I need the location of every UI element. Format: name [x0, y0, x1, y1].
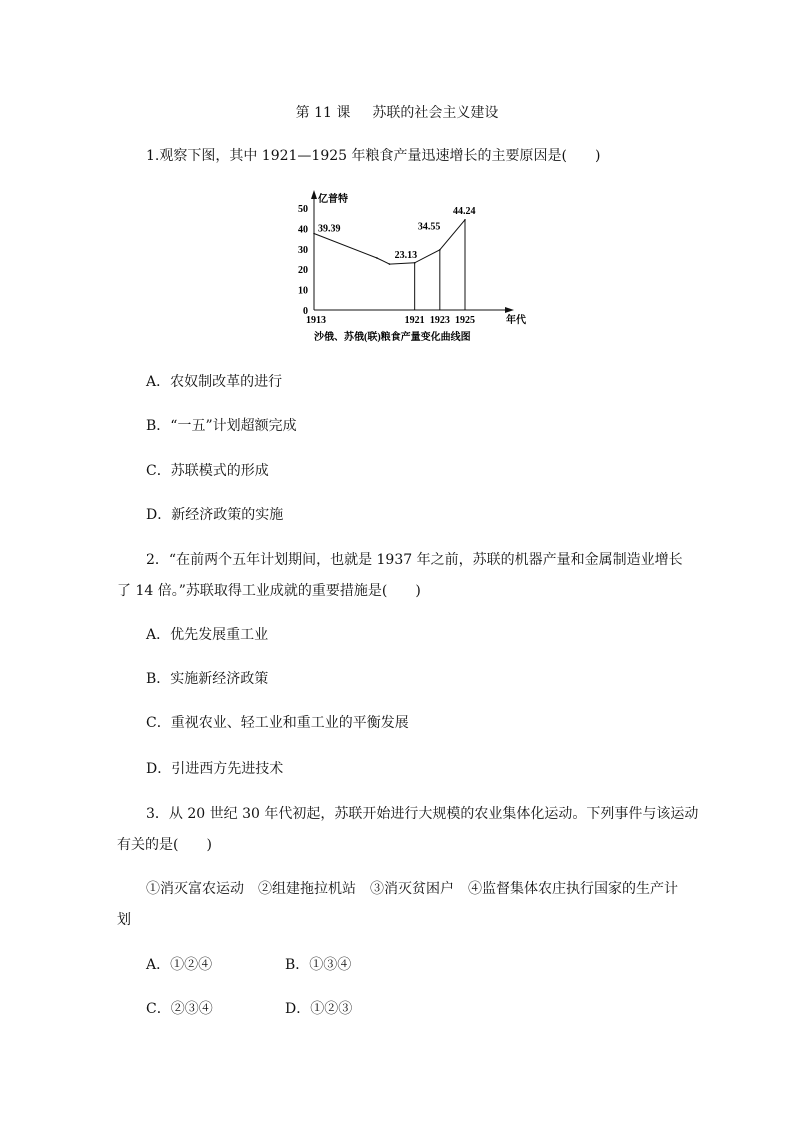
data-point [376, 257, 378, 259]
question-1-stem: 1.观察下图，其中 1921—1925 年粮食产量迅速增长的主要原因是( ) [146, 148, 601, 164]
x-tick-label: 1921 [404, 315, 425, 326]
question-3-stem-line1: 3．从 20 世纪 30 年代初起，苏联开始进行大规模的农业集体化运动。下列事件与该运动 [146, 806, 699, 822]
x-axis-arrow [505, 307, 514, 313]
question-3-option-d[interactable]: D．①②③ [285, 1001, 353, 1017]
question-2-option-c[interactable]: C．重视农业、轻工业和重工业的平衡发展 [146, 715, 409, 731]
question-3-option-b[interactable]: B．①③④ [285, 957, 352, 973]
x-tick-label: 1913 [306, 315, 326, 326]
y-axis-arrow [311, 190, 317, 199]
question-3-items-line2: 划 [117, 912, 131, 928]
data-label: 44.24 [453, 205, 476, 217]
x-tick-label: 1923 [429, 315, 450, 326]
x-tick-label: 1925 [455, 315, 475, 326]
question-1-option-b[interactable]: B．“一五”计划超额完成 [146, 418, 297, 434]
chart-title: 沙俄、苏俄(联)粮食产量变化曲线图 [314, 332, 471, 343]
data-label: 39.39 [318, 223, 341, 235]
y-axis-label: 亿普特 [318, 194, 348, 205]
page-title [0, 102, 794, 122]
y-tick-label: 0 [303, 306, 308, 317]
data-label: 23.13 [394, 249, 418, 261]
y-tick-label: 40 [298, 224, 308, 236]
question-3-option-a[interactable]: A．①②④ [146, 957, 213, 973]
question-2-stem-line1: 2．“在前两个五年计划期间，也就是 1937 年之前，苏联的机器产量和金属制造业增长 [146, 552, 683, 568]
question-2-option-d[interactable]: D．引进西方先进技术 [146, 761, 284, 777]
question-3-option-c[interactable]: C．②③④ [146, 1001, 213, 1017]
question-2-option-a[interactable]: A．优先发展重工业 [146, 627, 269, 643]
data-point [313, 233, 315, 235]
data-label: 34.55 [417, 221, 441, 233]
question-3-items-line1: ①消灭富农运动 ②组建拖拉机站 ③消灭贫困户 ④监督集体农庄执行国家的生产计 [146, 881, 678, 897]
y-tick-label: 20 [298, 265, 308, 277]
lesson-topic: 苏联的社会主义建设 [372, 105, 499, 121]
lesson-number: 第 11 课 [295, 105, 351, 121]
question-3-stem-line2: 有关的是( ) [117, 837, 212, 853]
question-1-option-d[interactable]: D．新经济政策的实施 [146, 507, 284, 523]
question-2-option-b[interactable]: B．实施新经济政策 [146, 671, 269, 687]
data-point [389, 263, 391, 265]
y-tick-label: 30 [298, 244, 308, 256]
x-axis-label: 年代 [506, 315, 526, 326]
question-2-stem-line2: 了 14 倍。”苏联取得工业成就的重要措施是( ) [117, 583, 421, 599]
question-1-option-a[interactable]: A．农奴制改革的进行 [146, 374, 283, 390]
y-tick-label: 50 [298, 204, 308, 215]
grain-output-chart [290, 186, 530, 346]
question-1-option-c[interactable]: C．苏联模式的形成 [146, 463, 269, 479]
y-tick-label: 10 [298, 285, 308, 297]
